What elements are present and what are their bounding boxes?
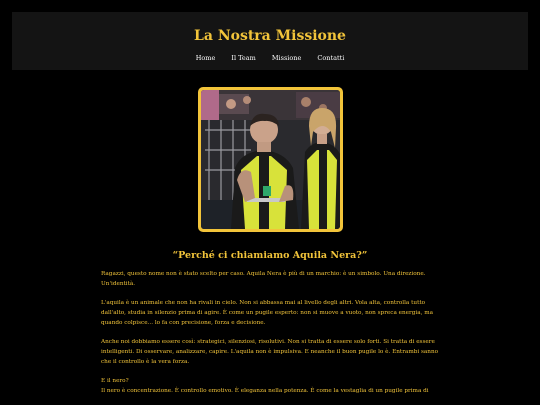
nav-link-home[interactable]: Home (195, 54, 216, 62)
nav-link-team[interactable]: Il Team (231, 54, 256, 62)
paragraph-strategy: Anche noi dobbiamo essere così: strategici, silenziosi, risolutivi. Non si tratta di essere solo forti. Si tratta di essere intelligenti. Di osservare, analizzare, capire. L'aquila non è impulsiva. E neanche il buon pugile lo è. Entrambi sanno che il controllo è la vera forza. (101, 339, 439, 365)
mission-text (101, 269, 441, 405)
team-photo (198, 87, 343, 232)
nav-link-contacts[interactable]: Contatti (317, 54, 345, 62)
site-title: La Nostra Missione (194, 28, 346, 44)
paragraph-eagle: L'aquila è un animale che non ha rivali in cielo. Non si abbassa mai al livello degli altri. Vola alta, controlla tutto dall'alto, studia in silenzio prima di agire. È come un pugile esperto: non si muove a vuoto, non spreca energia, ma quando colpisce... lo fa con precisione, forza e decisione. (101, 300, 434, 326)
site-header (12, 12, 528, 70)
team-photo-image (201, 90, 340, 229)
nav-link-mission[interactable]: Missione (271, 54, 302, 62)
main-nav (12, 54, 528, 63)
paragraph-question: E il nero? (101, 378, 129, 384)
paragraph-black: Il nero è concentrazione. È controllo emotivo. È eleganza nella potenza. È come la vestaglia di un pugile prima di (101, 388, 429, 394)
section-title: “Perché ci chiamiamo Aquila Nera?” (172, 250, 368, 261)
paragraph-intro: Ragazzi, questo nome non è stato scelto per caso. Aquila Nera è più di un marchio: è un simbolo. Una direzione. Un'identità. (101, 271, 426, 287)
